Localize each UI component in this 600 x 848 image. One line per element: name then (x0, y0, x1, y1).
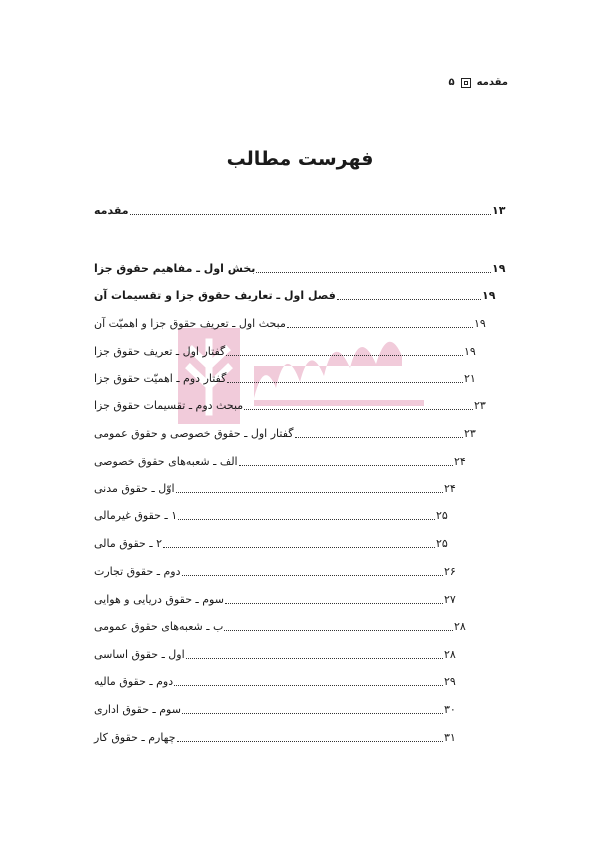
toc-entry-page-number: ۲۸ (444, 648, 456, 661)
square-ornament-icon (461, 78, 471, 88)
toc-entry-label: دوم ـ حقوق تجارت (94, 565, 181, 578)
toc-entry-label: مقدمه (94, 204, 129, 217)
toc-entry-label: چهارم ـ حقوق کار (94, 731, 176, 744)
toc-entry-label: ۱ ـ حقوق غیرمالی (94, 509, 178, 522)
toc-entry-page-number: ۲۱ (464, 372, 476, 385)
toc-entry-label: ۲ ـ حقوق مالی (94, 537, 162, 550)
toc-entry-page-number: ۱۹ (492, 262, 506, 275)
dot-leader (130, 213, 491, 215)
toc-entry-page-number: ۲۶ (444, 565, 456, 578)
toc-entry[interactable] (94, 256, 508, 276)
toc-entry-page-number: ۱۹ (474, 317, 486, 330)
dot-leader (337, 298, 481, 300)
toc-entry-page-number: ۳۱ (444, 731, 456, 744)
toc-entry-label: سوم ـ حقوق دریایی و هوایی (94, 593, 224, 606)
toc-entry-label: اوّل ـ حقوق مدنی (94, 482, 175, 495)
toc-entry-label: بخش اول ـ مفاهیم حقوق جزا (94, 262, 256, 275)
toc-entry-page-number: ۲۴ (454, 455, 466, 468)
dot-leader (176, 491, 443, 493)
toc-entry-label: مبحث اول ـ تعریف حقوق جزا و اهمیّت آن (94, 317, 286, 330)
header-page-number: ۵ (448, 77, 455, 88)
toc-entry[interactable] (94, 421, 480, 441)
toc-entry-label: گفتار اول ـ حقوق خصوصی و حقوق عمومی (94, 427, 294, 440)
dot-leader (177, 740, 443, 742)
toc-entry[interactable] (94, 311, 490, 331)
toc-entry[interactable] (94, 531, 452, 551)
toc-entry-label: گفتار اول ـ تعریف حقوق جزا (94, 345, 226, 358)
dot-leader (182, 574, 444, 576)
toc-entry-page-number: ۲۹ (444, 675, 456, 688)
toc-entry[interactable] (94, 587, 460, 607)
dot-leader (178, 518, 435, 520)
toc-entry-label: الف ـ شعبه‌های حقوق خصوصی (94, 455, 238, 468)
dot-leader (174, 684, 443, 686)
toc-entry[interactable] (94, 393, 490, 413)
toc-entry[interactable] (94, 669, 460, 689)
toc-entry[interactable] (94, 697, 460, 717)
page-title: فهرست مطالب (226, 148, 374, 170)
toc-entry[interactable] (94, 503, 452, 523)
toc-entry[interactable] (94, 449, 470, 469)
dot-leader (186, 657, 443, 659)
toc-entry[interactable] (94, 725, 460, 745)
header-label: مقدمه (476, 77, 508, 88)
running-header (448, 77, 508, 88)
dot-leader (256, 271, 491, 273)
dot-leader (239, 464, 453, 466)
dot-leader (224, 629, 453, 631)
toc-entry-page-number: ۲۵ (436, 509, 448, 522)
toc-entry[interactable] (94, 198, 508, 218)
toc-entry-label: دوم ـ حقوق مالیه (94, 675, 174, 688)
toc-entry[interactable] (94, 476, 460, 496)
toc-entry-page-number: ۲۸ (454, 620, 466, 633)
toc-entry-page-number: ۱۳ (492, 204, 506, 217)
dot-leader (226, 354, 463, 356)
toc-entry-page-number: ۲۷ (444, 593, 456, 606)
toc-entry-page-number: ۳۰ (444, 703, 456, 716)
toc-entry-label: مبحث دوم ـ تقسیمات حقوق جزا (94, 399, 244, 412)
toc-entry[interactable] (94, 366, 480, 386)
dot-leader (227, 381, 463, 383)
toc-entry[interactable] (94, 559, 460, 579)
toc-entry[interactable] (94, 283, 498, 303)
toc-entry[interactable] (94, 339, 480, 359)
toc-entry-label: اول ـ حقوق اساسی (94, 648, 185, 661)
toc-entry-page-number: ۲۴ (444, 482, 456, 495)
toc-entry-page-number: ۲۳ (464, 427, 476, 440)
toc-entry[interactable] (94, 642, 460, 662)
toc-entry[interactable] (94, 614, 470, 634)
toc-entry-page-number: ۱۹ (482, 289, 496, 302)
dot-leader (295, 436, 463, 438)
toc-entry-label: ب ـ شعبه‌های حقوق عمومی (94, 620, 224, 633)
toc-entry-label: گفتار دوم ـ اهمیّت حقوق جزا (94, 372, 227, 385)
toc-entry-page-number: ۱۹ (464, 345, 476, 358)
dot-leader (163, 546, 435, 548)
dot-leader (182, 712, 443, 714)
toc-entry-page-number: ۲۳ (474, 399, 486, 412)
toc-entry-label: فصل اول ـ تعاریف حقوق جزا و تقسیمات آن (94, 289, 336, 302)
dot-leader (225, 602, 443, 604)
dot-leader (244, 408, 473, 410)
toc-entry-page-number: ۲۵ (436, 537, 448, 550)
toc-entry-label: سوم ـ حقوق اداری (94, 703, 181, 716)
dot-leader (287, 326, 473, 328)
